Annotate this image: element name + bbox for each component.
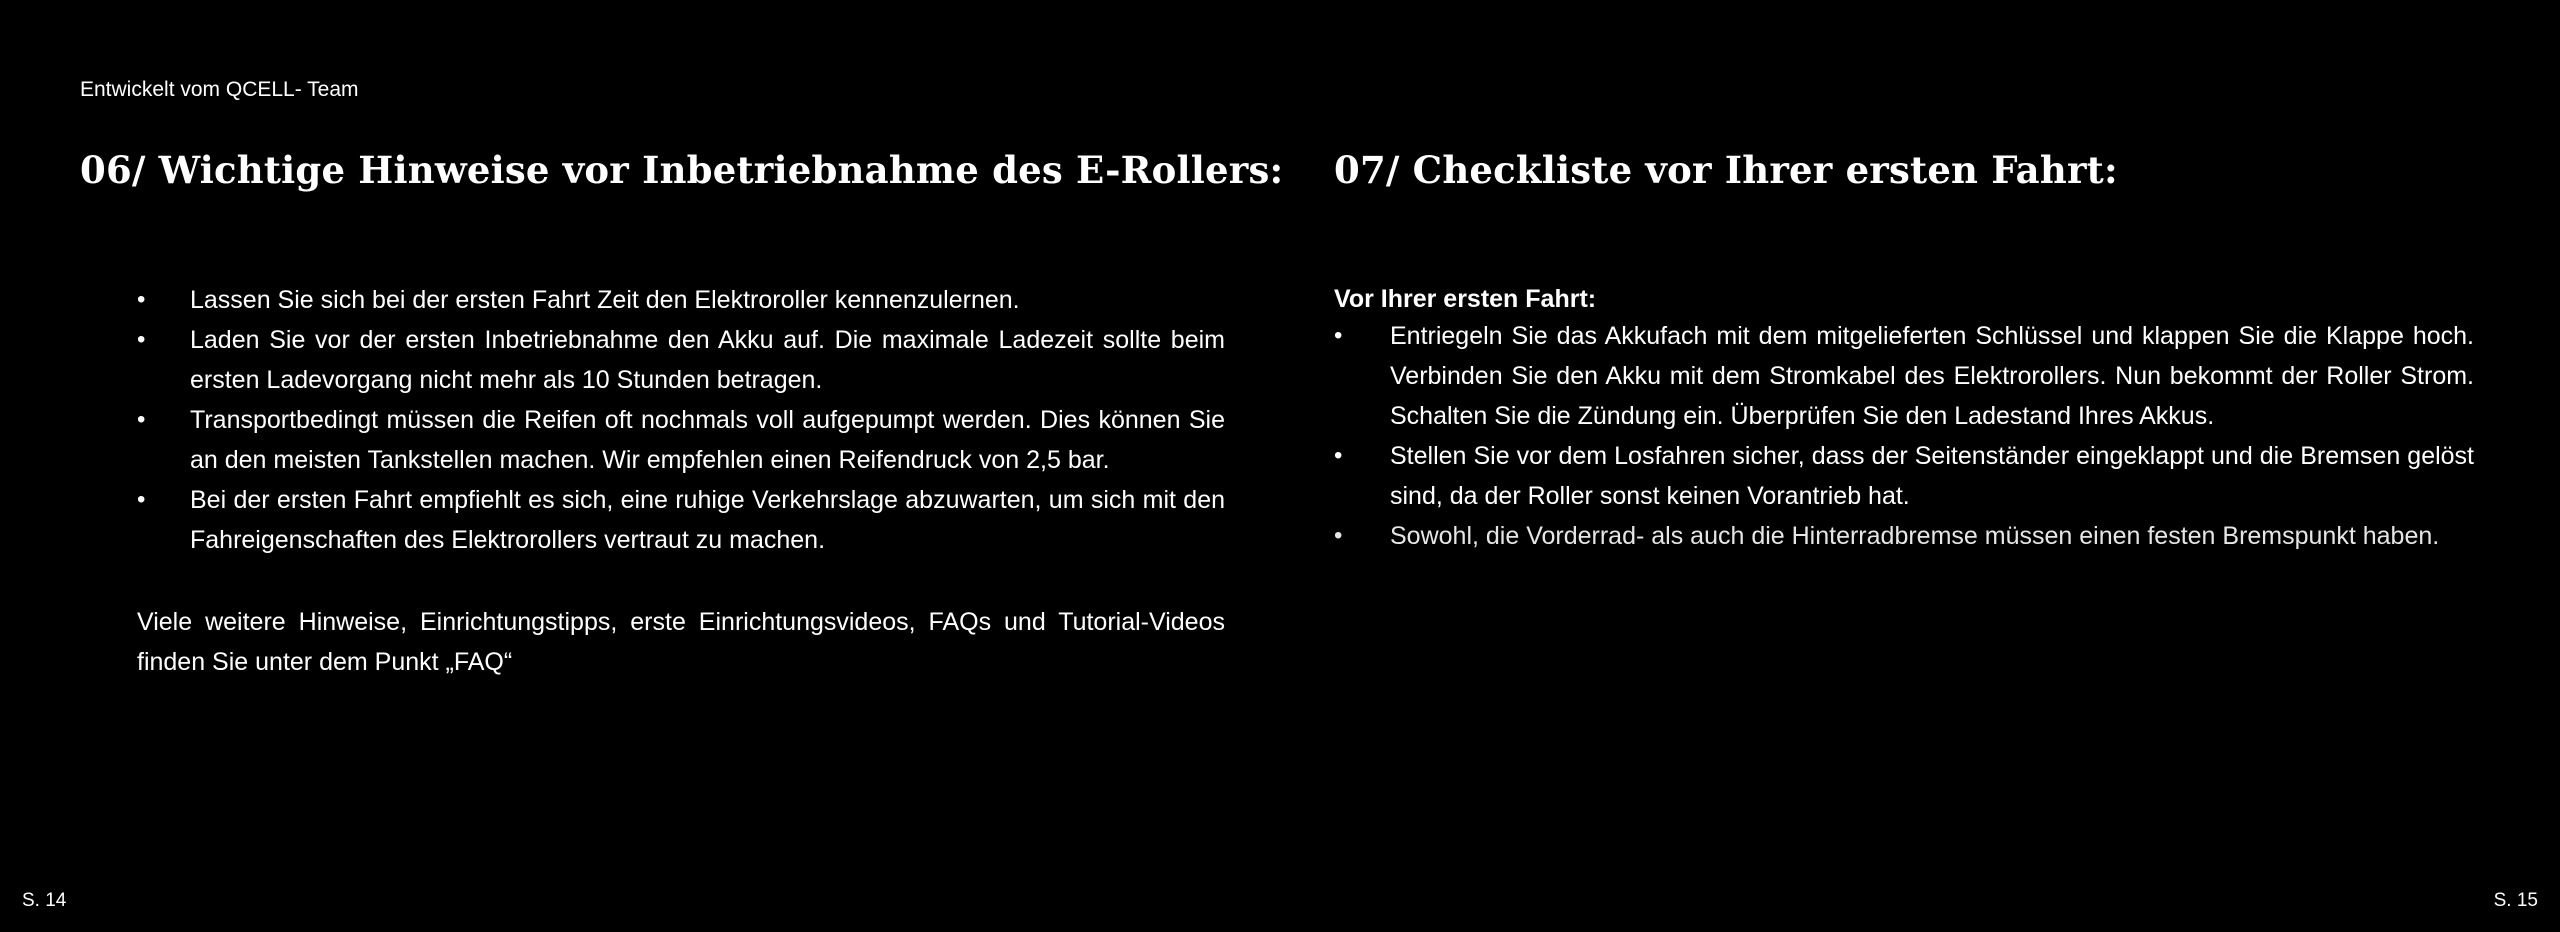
list-item-text: Sowohl, die Vorderrad- als auch die Hinterradbremse müssen einen festen Bremspunkt haben. xyxy=(1390,522,2440,551)
list-item-text: Bei der ersten Fahrt empfiehlt es sich, eine ruhige Verkehrslage abzuwarten, um sich mit den Fahreigenschaften des Elektrorollers vertraut zu machen. xyxy=(190,486,1225,555)
list-item-text: Lassen Sie sich bei der ersten Fahrt Zeit den Elektroroller kennenzulernen. xyxy=(190,286,1020,315)
bullet-icon: • xyxy=(137,286,146,314)
checklist xyxy=(1334,316,2474,556)
left-page-section xyxy=(80,148,1284,682)
bullet-icon: • xyxy=(137,406,146,434)
list-item-text: Laden Sie vor der ersten Inbetriebnahme den Akku auf. Die maximale Ladezeit sollte beim ersten Ladevorgang nicht mehr als 10 Stunden betragen. xyxy=(190,326,1225,395)
faq-note: Viele weitere Hinweise, Einrichtungstipps, erste Einrichtungsvideos, FAQs und Tutorial-Videos finden Sie unter dem Punkt „FAQ“ xyxy=(137,608,1225,677)
list-item xyxy=(1334,436,2474,516)
list-item-text: Entriegeln Sie das Akkufach mit dem mitgelieferten Schlüssel und klappen Sie die Klappe hoch. Verbinden Sie den Akku mit dem Stromkabel des Elektrorollers. Nun bekommt der Roller Strom. Schalten Sie die Zündung ein. Überprüfen Sie den Ladestand Ihres Akkus. xyxy=(1390,322,2474,431)
bullet-icon: • xyxy=(1334,522,1343,550)
section-title-06: 06/ Wichtige Hinweise vor Inbetriebnahme des E-Rollers: xyxy=(80,148,1284,192)
right-page-section xyxy=(1334,148,2474,556)
checklist-subheading: Vor Ihrer ersten Fahrt: xyxy=(1334,285,1597,314)
list-item xyxy=(1334,316,2474,436)
bullet-icon: • xyxy=(137,326,146,354)
list-item-text: Transportbedingt müssen die Reifen oft nochmals voll aufgepumpt werden. Dies können Sie an den meisten Tankstellen machen. Wir empfehlen einen Reifendruck von 2,5 bar. xyxy=(190,406,1225,475)
brand-header: Entwickelt vom QCELL- Team xyxy=(80,78,359,101)
list-item xyxy=(1334,516,2474,556)
page-number-right: S. 15 xyxy=(2493,890,2538,911)
bullet-icon: • xyxy=(1334,442,1343,470)
list-item xyxy=(80,320,1225,400)
page-number-left: S. 14 xyxy=(22,890,67,911)
bullet-icon: • xyxy=(1334,322,1343,350)
list-item-text: Stellen Sie vor dem Losfahren sicher, dass der Seitenständer eingeklappt und die Bremsen gelöst sind, da der Roller sonst keinen Vorantrieb hat. xyxy=(1390,442,2474,511)
section-title-07: 07/ Checkliste vor Ihrer ersten Fahrt: xyxy=(1334,148,2118,192)
notes-list xyxy=(80,280,1225,560)
list-item xyxy=(80,280,1225,320)
list-item xyxy=(80,400,1225,480)
list-item xyxy=(80,480,1225,560)
bullet-icon: • xyxy=(137,486,146,514)
